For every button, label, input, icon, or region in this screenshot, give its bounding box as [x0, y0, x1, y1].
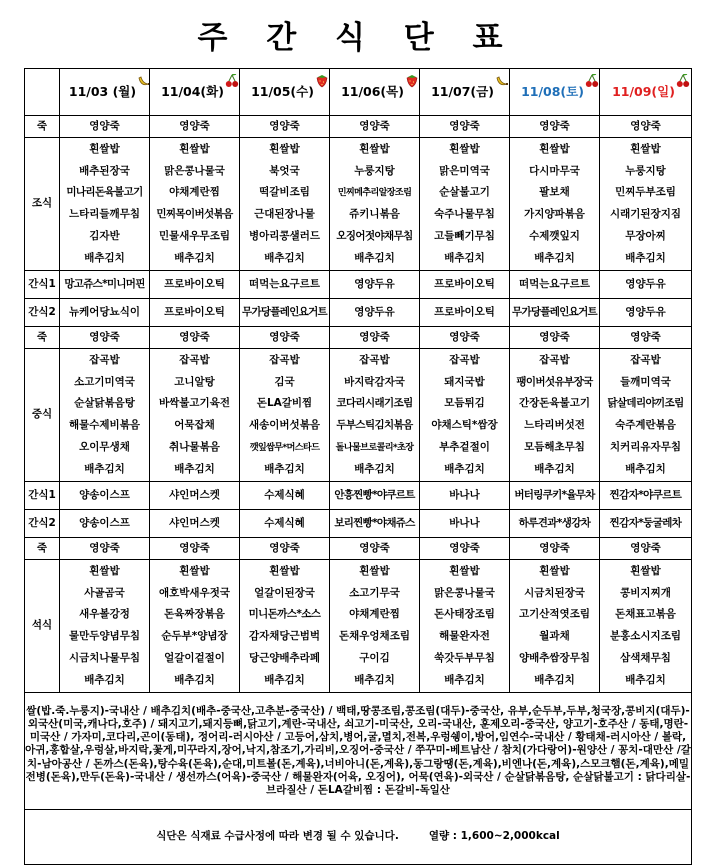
menu-item: 배추김치 — [174, 251, 215, 264]
menu-cell: 무가당플레인요거트 — [510, 299, 600, 327]
menu-item: 흰쌀밥 — [269, 565, 300, 577]
menu-item: 잡곡밥 — [539, 354, 570, 366]
menu-cell: 영양죽 — [60, 116, 150, 138]
menu-item: 잡곡밥 — [269, 354, 300, 366]
menu-cell: 떠먹는요구르트 — [240, 271, 330, 299]
menu-item: 맑은미역국 — [439, 164, 490, 177]
menu-item: 배추김치 — [444, 251, 485, 264]
menu-item: 누룽지탕 — [354, 164, 395, 177]
day-label: 11/09(일) — [612, 84, 675, 100]
menu-item: 배추김치 — [174, 462, 215, 475]
meal-cell — [240, 349, 330, 482]
menu-item: 배추김치 — [354, 462, 395, 475]
menu-item: 애호박새우젓국 — [158, 586, 230, 599]
menu-item: 바싹불고기육전 — [158, 397, 230, 410]
menu-item: 배추김치 — [444, 462, 485, 475]
menu-cell: 영양죽 — [240, 327, 330, 349]
menu-cell: 영양죽 — [600, 116, 692, 138]
menu-item: 콩비지찌개 — [620, 586, 671, 599]
menu-cell: 프로바이오틱 — [420, 271, 510, 299]
notice-text: 식단은 식재료 수급사정에 따라 변경 될 수 있습니다. — [156, 830, 399, 843]
menu-cell: 영양죽 — [510, 538, 600, 560]
menu-item: 수제깻잎지 — [529, 229, 580, 242]
day-header — [330, 69, 420, 116]
menu-item: 흰쌀밥 — [539, 143, 570, 155]
menu-item: 얼갈이된장국 — [254, 586, 315, 599]
menu-item: 흰쌀밥 — [359, 143, 390, 155]
meal-category: 간식1 — [25, 482, 60, 510]
calorie-info: 열량 : 1,600~2,000kcal — [428, 830, 560, 843]
meal-items — [600, 139, 691, 269]
menu-item: 배추김치 — [84, 673, 125, 686]
day-label: 11/03 (월) — [68, 84, 137, 100]
lunch-porridge-row — [25, 327, 692, 349]
day-date — [431, 84, 498, 100]
origin-info: 쌀(밥.죽.누룽지)-국내산 / 배추김치(배추-중국산,고추분-중국산) / 백태,땅콩조림,콩조림(대두)-중국산, 유부,순두부,두부,청국장,콩비지(대두)-외국산(미국,캐나다,호주) / 돼지고기,돼지등뼈,닭고기,계란-국내산, 쇠고기-미국산, 오리-국내산, 훈제오리-중국산, 양고기-호주산 / 동태,명란-미국산 / 가자미,코다리,곤이(동태), 정어리-러시아산 / 고등어,삼치,병어,굴,멸치,전복,우렁쉥이,방어,임연수-국내산 / 황태채-러시아산 / 볼락,아귀,홍합살,우렁살,바지락,꽃게,미꾸라지,장어,낙지,참조기,가리비,오징어-중국산 / 쭈꾸미-베트남산 / 참치(가다랑어)-원양산 / 꽁치-대만산 /갈치-남아공산 / 돈까스(돈육),탕수육(돈육),순대,미트볼(돈,계육),너비아니(돈,계육),동그랑땡(돈,계육),비엔나(돈,계육),스모크햄(돈,계육),메밀전병(돈육),만두(돈육)-국내산 / 생선까스(어육)-중국산 / 해물완자(어육, 오징어), 어묵(연육)-외국산 / 순살닭볶음탕, 순살닭불고기 : 닭다리살-브라질산 / 돈LA갈비찜 : 돈갈비-독일산 — [25, 693, 692, 810]
menu-item: 떡갈비조림 — [259, 186, 310, 199]
menu-item: 배추김치 — [534, 251, 575, 264]
day-label: 11/04(화) — [161, 84, 224, 100]
menu-item: 해물수제비볶음 — [68, 419, 140, 432]
meal-cell — [330, 349, 420, 482]
menu-cell: 영양두유 — [600, 299, 692, 327]
menu-item: 오이무생채 — [79, 440, 130, 453]
menu-item: 잡곡밥 — [449, 354, 480, 366]
menu-item: 돈육짜장볶음 — [164, 608, 225, 621]
meal-category: 죽 — [25, 327, 60, 349]
dinner-porridge-row — [25, 538, 692, 560]
menu-item: 고기산적엿조림 — [518, 608, 590, 621]
meal-items — [150, 561, 239, 691]
menu-item: 당근양배추라페 — [248, 651, 320, 664]
menu-item: 배추김치 — [264, 673, 305, 686]
meal-items — [240, 139, 329, 269]
menu-cell: 안흥찐빵*야쿠르트 — [330, 482, 420, 510]
meal-category: 조식 — [25, 138, 60, 271]
day-date — [612, 84, 679, 100]
menu-item: 배추김치 — [354, 673, 395, 686]
menu-item: 배추김치 — [625, 251, 666, 264]
menu-item: 간장돈육불고기 — [518, 397, 590, 410]
menu-cell: 영양죽 — [510, 116, 600, 138]
menu-cell: 영양죽 — [600, 538, 692, 560]
menu-item: 숙주계란볶음 — [615, 419, 676, 432]
day-header — [510, 69, 600, 116]
meal-cell — [510, 138, 600, 271]
meal-category: 죽 — [25, 538, 60, 560]
meal-items — [60, 350, 149, 480]
meal-cell — [150, 560, 240, 693]
day-date — [251, 84, 318, 100]
menu-cell: 영양죽 — [420, 538, 510, 560]
meal-cell — [150, 349, 240, 482]
lunch-row — [25, 349, 692, 482]
menu-item: 잡곡밥 — [630, 354, 661, 366]
menu-item: 쥬키니볶음 — [349, 208, 400, 221]
day-date — [521, 84, 588, 100]
menu-item: 흰쌀밥 — [269, 143, 300, 155]
menu-item: 야채스틱*쌈장 — [431, 419, 498, 432]
menu-item: 새우볼강정 — [79, 608, 130, 621]
menu-item: 미나리돈육불고기 — [66, 186, 143, 199]
menu-cell: 샤인머스켓 — [150, 482, 240, 510]
menu-item: 돈채표고볶음 — [615, 608, 676, 621]
meal-category: 죽 — [25, 116, 60, 138]
menu-item: 순두부*양념장 — [161, 630, 228, 643]
menu-item: 코다리시래기조림 — [336, 397, 413, 410]
day-header — [240, 69, 330, 116]
menu-item: 순살닭볶음탕 — [74, 397, 135, 410]
menu-item: 소고기무국 — [349, 586, 400, 599]
menu-cell: 뉴케어당뇨식이 — [60, 299, 150, 327]
day-header — [600, 69, 692, 116]
menu-cell: 떠먹는요구르트 — [510, 271, 600, 299]
menu-cell: 영양죽 — [330, 116, 420, 138]
menu-item: 배추김치 — [625, 673, 666, 686]
menu-item: 돌나물브로콜리*초장 — [335, 441, 414, 453]
menu-item: 돈채우엉채조림 — [338, 630, 410, 643]
menu-item: 야채계란찜 — [349, 608, 400, 621]
menu-cell: 영양두유 — [330, 271, 420, 299]
menu-item: 무장아찌 — [625, 229, 666, 242]
day-label: 11/05(수) — [251, 84, 314, 100]
menu-cell: 영양죽 — [600, 327, 692, 349]
menu-item: 양배추쌈장무침 — [518, 651, 590, 664]
menu-item: 들깨미역국 — [620, 375, 671, 388]
meal-cell — [240, 138, 330, 271]
menu-item: 흰쌀밥 — [179, 143, 210, 155]
menu-item: 흰쌀밥 — [449, 565, 480, 577]
meal-cell — [60, 349, 150, 482]
menu-cell: 영양죽 — [60, 538, 150, 560]
meal-cell — [60, 138, 150, 271]
menu-item: 흰쌀밥 — [89, 143, 120, 155]
menu-cell: 버터링쿠키*율무차 — [510, 482, 600, 510]
menu-item: 배추김치 — [84, 251, 125, 264]
menu-item: 부추겉절이 — [439, 440, 490, 453]
menu-item: 배추김치 — [625, 462, 666, 475]
menu-item: 배추김치 — [534, 673, 575, 686]
menu-item: 김자반 — [89, 229, 120, 242]
menu-cell: 무가당플레인요거트 — [240, 299, 330, 327]
menu-item: 쑥갓두부무침 — [434, 651, 495, 664]
menu-item: 미니돈까스*소스 — [248, 608, 321, 621]
menu-item: 얼갈이겉절이 — [164, 651, 225, 664]
menu-item: 닭살데리야끼조림 — [607, 397, 684, 410]
menu-item: 어묵잡채 — [174, 419, 215, 432]
menu-item: 삼색채무침 — [620, 651, 671, 664]
menu-item: 민물새우무조림 — [158, 229, 230, 242]
cherry-icon — [225, 74, 239, 88]
menu-item: 흰쌀밥 — [630, 143, 661, 155]
menu-item: 감자채당근범벅 — [248, 630, 320, 643]
menu-cell: 양송이스프 — [60, 510, 150, 538]
meal-items — [60, 139, 149, 269]
menu-cell: 영양죽 — [240, 538, 330, 560]
menu-cell: 영양죽 — [330, 327, 420, 349]
meal-cell — [600, 560, 692, 693]
day-label: 11/07(금) — [431, 84, 494, 100]
morning-snack2-row — [25, 299, 692, 327]
menu-cell: 영양죽 — [150, 327, 240, 349]
menu-cell: 수제식혜 — [240, 510, 330, 538]
menu-cell: 하루견과*생강차 — [510, 510, 600, 538]
menu-cell: 영양죽 — [330, 538, 420, 560]
meal-items — [510, 350, 599, 480]
menu-cell: 바나나 — [420, 482, 510, 510]
menu-cell: 영양죽 — [150, 116, 240, 138]
menu-item: 잡곡밥 — [359, 354, 390, 366]
menu-cell: 찐감자*둥굴레차 — [600, 510, 692, 538]
meal-cell — [330, 138, 420, 271]
meal-items — [330, 561, 419, 691]
menu-item: 근대된장나물 — [254, 208, 315, 221]
page-title: 주 간 식 단 표 — [197, 20, 517, 56]
meal-cell — [150, 138, 240, 271]
weekly-menu-table — [24, 68, 692, 865]
menu-cell: 샤인머스켓 — [150, 510, 240, 538]
menu-item: 고들빼기무침 — [434, 229, 495, 242]
meal-cell — [510, 560, 600, 693]
meal-items — [420, 561, 509, 691]
meal-cell — [420, 138, 510, 271]
menu-item: 흰쌀밥 — [359, 565, 390, 577]
meal-items — [240, 561, 329, 691]
menu-cell: 프로바이오틱 — [150, 299, 240, 327]
day-label: 11/06(목) — [341, 84, 404, 100]
menu-item: 김국 — [274, 375, 295, 388]
menu-cell: 수제식혜 — [240, 482, 330, 510]
meal-items — [150, 139, 239, 269]
meal-cell — [240, 560, 330, 693]
menu-item: 북엇국 — [269, 164, 300, 177]
menu-item: 돼지국밥 — [444, 375, 485, 388]
cherry-icon — [585, 74, 599, 88]
menu-item: 시금치나물무침 — [68, 651, 140, 664]
menu-item: 소고기미역국 — [74, 375, 135, 388]
menu-item: 바지락감자국 — [344, 375, 405, 388]
menu-item: 치커리유자무침 — [609, 440, 681, 453]
menu-cell: 망고쥬스*미니머핀 — [60, 271, 150, 299]
meal-items — [330, 350, 419, 480]
origin-row — [25, 693, 692, 810]
meal-items — [240, 350, 329, 480]
menu-item: 배추김치 — [264, 251, 305, 264]
menu-item: 흰쌀밥 — [539, 565, 570, 577]
menu-item: 모듬튀김 — [444, 397, 485, 410]
meal-category: 간식2 — [25, 510, 60, 538]
day-header — [150, 69, 240, 116]
meal-items — [510, 561, 599, 691]
menu-item: 흰쌀밥 — [179, 565, 210, 577]
date-header-row — [25, 69, 692, 116]
menu-item: 배추김치 — [444, 673, 485, 686]
strawberry-icon — [315, 74, 329, 88]
menu-item: 흰쌀밥 — [449, 143, 480, 155]
menu-item: 가지양파볶음 — [524, 208, 585, 221]
menu-item: 사골곰국 — [84, 586, 125, 599]
banana-icon — [495, 74, 509, 88]
menu-item: 두부스틱김치볶음 — [336, 419, 413, 432]
meal-items — [420, 139, 509, 269]
menu-item: 팔보채 — [539, 186, 570, 199]
notice-row — [25, 810, 692, 865]
menu-item: 취나물볶음 — [169, 440, 220, 453]
menu-cell: 바나나 — [420, 510, 510, 538]
meal-category: 중식 — [25, 349, 60, 482]
day-date — [161, 84, 228, 100]
day-header — [420, 69, 510, 116]
menu-cell: 보리찐빵*야채쥬스 — [330, 510, 420, 538]
menu-cell: 영양죽 — [510, 327, 600, 349]
menu-item: 배추된장국 — [79, 164, 130, 177]
meal-cell — [510, 349, 600, 482]
meal-cell — [330, 560, 420, 693]
menu-item: 맑은콩나물국 — [434, 586, 495, 599]
menu-cell: 영양죽 — [60, 327, 150, 349]
menu-cell: 프로바이오틱 — [150, 271, 240, 299]
meal-category: 간식2 — [25, 299, 60, 327]
menu-item: 느타리버섯전 — [524, 419, 585, 432]
menu-item: 흰쌀밥 — [89, 565, 120, 577]
menu-item: 잡곡밥 — [179, 354, 210, 366]
afternoon-snack2-row — [25, 510, 692, 538]
menu-cell: 프로바이오틱 — [420, 299, 510, 327]
meal-cell — [600, 349, 692, 482]
menu-item: 모듬해초무침 — [524, 440, 585, 453]
menu-item: 분홍소시지조림 — [609, 630, 681, 643]
notice-cell — [25, 810, 692, 865]
strawberry-icon — [405, 74, 419, 88]
menu-item: 민찌목이버섯볶음 — [156, 208, 233, 221]
menu-item: 민찌두부조림 — [615, 186, 676, 199]
day-date — [341, 84, 408, 100]
menu-item: 배추김치 — [354, 251, 395, 264]
day-label: 11/08(토) — [521, 84, 584, 100]
meal-items — [330, 139, 419, 269]
meal-items — [150, 350, 239, 480]
menu-item: 돈LA갈비찜 — [256, 397, 313, 410]
afternoon-snack1-row — [25, 482, 692, 510]
menu-item: 숙주나물무침 — [434, 208, 495, 221]
meal-items — [600, 561, 691, 691]
meal-category: 석식 — [25, 560, 60, 693]
menu-cell: 영양죽 — [420, 327, 510, 349]
menu-cell: 영양두유 — [600, 271, 692, 299]
meal-cell — [600, 138, 692, 271]
cherry-icon — [676, 74, 690, 88]
menu-cell: 양송이스프 — [60, 482, 150, 510]
breakfast-row — [25, 138, 692, 271]
menu-cell: 영양두유 — [330, 299, 420, 327]
meal-items — [600, 350, 691, 480]
menu-item: 다시마무국 — [529, 164, 580, 177]
menu-item: 흰쌀밥 — [630, 565, 661, 577]
meal-items — [420, 350, 509, 480]
menu-item: 해물완자전 — [439, 630, 490, 643]
menu-item: 야채계란찜 — [169, 186, 220, 199]
menu-item: 배추김치 — [84, 462, 125, 475]
corner-cell — [25, 69, 60, 116]
menu-item: 물만두양념무침 — [68, 630, 140, 643]
dinner-row — [25, 560, 692, 693]
day-header — [60, 69, 150, 116]
menu-item: 순살불고기 — [439, 186, 490, 199]
menu-cell: 영양죽 — [420, 116, 510, 138]
menu-item: 구이김 — [359, 651, 390, 664]
menu-item: 누룽지탕 — [625, 164, 666, 177]
menu-item: 느타리들깨무침 — [68, 208, 140, 221]
morning-snack1-row — [25, 271, 692, 299]
menu-item: 돈사태장조림 — [434, 608, 495, 621]
menu-cell: 영양죽 — [150, 538, 240, 560]
meal-category: 간식1 — [25, 271, 60, 299]
menu-item: 새송이버섯볶음 — [248, 419, 320, 432]
breakfast-porridge-row — [25, 116, 692, 138]
menu-cell: 영양죽 — [240, 116, 330, 138]
menu-item: 맑은콩나물국 — [164, 164, 225, 177]
meal-items — [60, 561, 149, 691]
menu-item: 배추김치 — [174, 673, 215, 686]
menu-item: 고니알탕 — [174, 375, 215, 388]
menu-item: 병아리콩샐러드 — [248, 229, 320, 242]
meal-cell — [420, 560, 510, 693]
banana-icon — [137, 74, 149, 88]
meal-cell — [420, 349, 510, 482]
menu-cell: 찐감자*야쿠르트 — [600, 482, 692, 510]
menu-item: 배추김치 — [534, 462, 575, 475]
menu-item: 배추김치 — [264, 462, 305, 475]
menu-item: 시래기된장지짐 — [609, 208, 681, 221]
menu-item: 오징어젓야채무침 — [336, 229, 413, 242]
menu-item: 민찌메추리알장조림 — [337, 187, 412, 199]
meal-cell — [60, 560, 150, 693]
meal-items — [510, 139, 599, 269]
menu-item: 월과채 — [539, 630, 570, 643]
menu-item: 잡곡밥 — [89, 354, 120, 366]
day-date — [69, 84, 140, 100]
menu-item: 깻잎쌈무*머스타드 — [249, 441, 320, 453]
menu-item: 시금치된장국 — [524, 586, 585, 599]
menu-item: 팽이버섯유부장국 — [516, 375, 593, 388]
